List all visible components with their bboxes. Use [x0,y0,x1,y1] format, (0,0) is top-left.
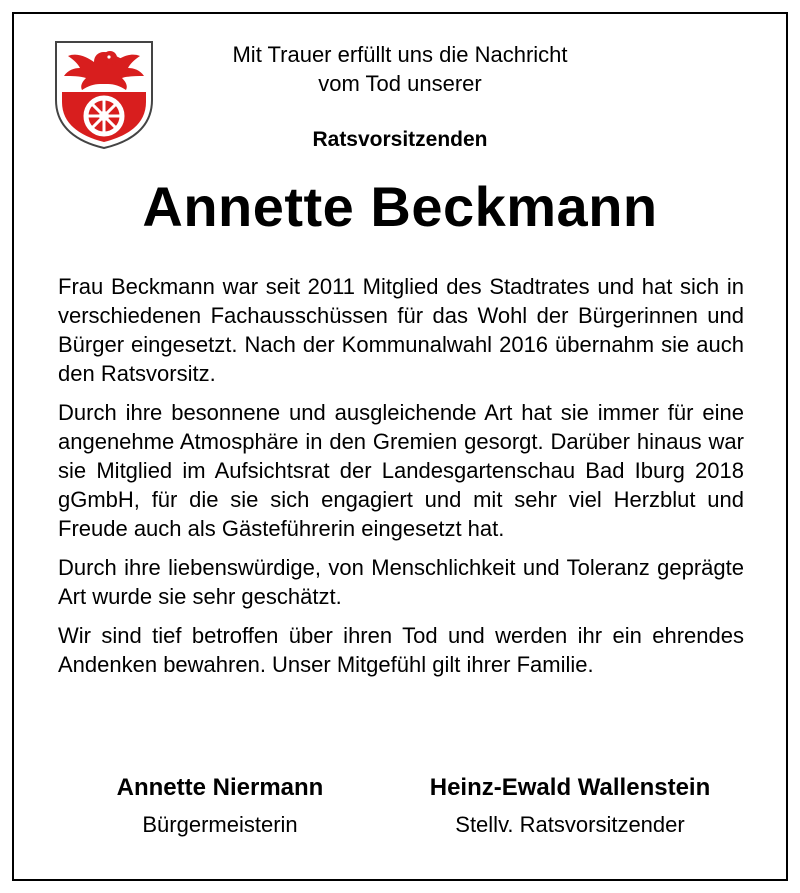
paragraph: Wir sind tief betroffen über ihren Tod und werden ihr ein ehrendes Andenken bewahren. Unser Mitgefühl gilt ihrer Familie. [58,623,744,677]
signature-name: Annette Niermann [116,774,324,801]
signature-name: Heinz-Ewald Wallenstein [429,774,711,801]
intro-text [180,40,620,98]
signature-title: Bürgermeisterin [142,812,298,837]
paragraph: Durch ihre liebenswürdige, von Menschlichkeit und Toleranz geprägte Art wurde sie sehr geschätzt. [58,555,744,609]
notice-body [58,272,744,689]
intro-line-1: Mit Trauer erfüllt uns die Nachricht [232,42,568,67]
signature-title: Stellv. Ratsvorsitzender [455,812,685,837]
paragraph: Frau Beckmann war seit 2011 Mitglied des Stadtrates und hat sich in verschiedenen Fachausschüssen für das Wohl der Bürgerinnen und Bürger eingesetzt. Nach der Kommunalwahl 2016 übernahm sie auch den Ratsvorsitz. [58,274,744,386]
role-title: Ratsvorsitzenden [312,128,488,151]
signature-mayor [60,772,380,840]
intro-line-2: vom Tod unserer [318,71,482,96]
signature-deputy [380,772,760,840]
deceased-name: Annette Beckmann [142,175,658,238]
paragraph: Durch ihre besonnene und ausgleichende Art hat sie immer für eine angenehme Atmosphäre in den Gremien gesorgt. Darüber hinaus war sie Mitglied im Aufsichtsrat der Landesgartenschau Bad Iburg 2018 gGmbH, für die sie sich engagiert und mit sehr viel Herzblut und Freude auch als Gästeführerin eingesetzt hat. [58,400,744,541]
